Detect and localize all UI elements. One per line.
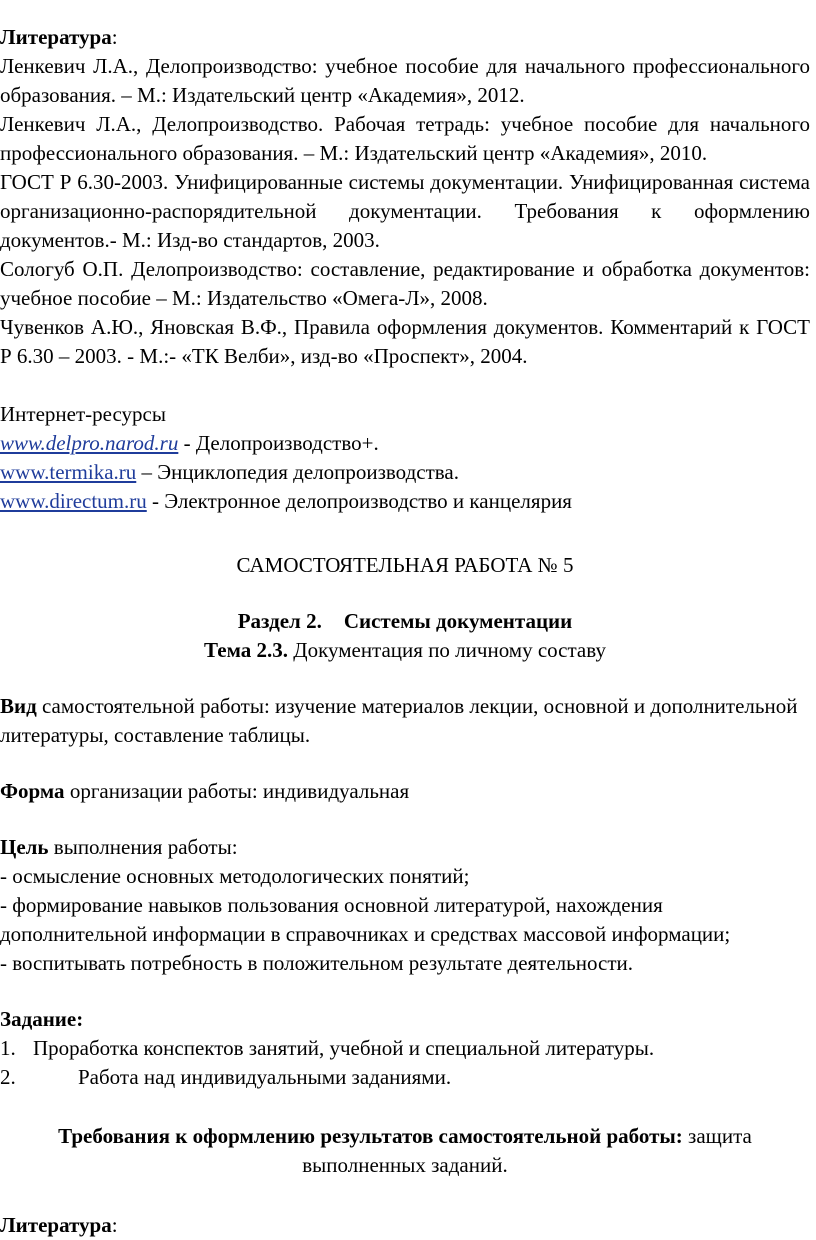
link-termika[interactable]: www.termika.ru [0,460,137,484]
task-number: 1. [0,1036,16,1060]
section-title: Системы документации [343,609,573,633]
goal-text: выполнения работы: [48,835,238,859]
reference-item: Ленкевич Л.А., Делопроизводство: учебное пособие для начального профессионального образования. – М.: Издательский центр «Академия», 2012. [0,54,810,107]
goal-item: - формирование навыков пользования основной литературой, нахождения дополнительной информации в справочниках и средствах массовой информации; [0,893,731,946]
topic-label: Тема 2.3. [204,638,288,662]
kind-text: самостоятельной работы: изучение материалов лекции, основной и дополнительной литературы, составление таблицы. [0,694,798,747]
task-heading: Задание: [0,1007,84,1031]
link-description: – Энциклопедия делопроизводства. [136,460,459,484]
requirements-text: защита выполненных заданий. [302,1124,752,1177]
internet-link-row [0,487,810,516]
task-item [0,1034,810,1063]
literature-heading-label: Литература [0,1213,112,1237]
literature-heading-2 [0,1211,810,1240]
form-label: Форма [0,779,65,803]
internet-resources-heading: Интернет-ресурсы [0,402,166,426]
section-label: Раздел 2. [237,609,322,633]
link-description: - Электронное делопроизводство и канцелярия [146,489,572,513]
task-number: 2. [0,1065,16,1089]
reference-item: Ленкевич Л.А., Делопроизводство. Рабочая тетрадь: учебное пособие для начального профессионального образования. – М.: Издательский центр «Академия», 2010. [0,112,810,165]
link-delpro[interactable]: www.delpro.narod.ru [0,431,179,455]
topic-heading [0,636,810,665]
internet-link-row [0,429,810,458]
literature-heading [0,23,810,52]
internet-link-row [0,458,810,487]
form-paragraph [0,777,810,806]
link-description: - Делопроизводство+. [178,431,379,455]
colon: : [111,1213,118,1237]
reference-item: Сологуб О.П. Делопроизводство: составление, редактирование и обработка документов: учебное пособие – М.: Издательство «Омега-Л», 2008. [0,257,810,310]
requirements-paragraph [0,1122,810,1180]
goal-paragraph [0,833,810,862]
form-text: организации работы: индивидуальная [64,779,410,803]
requirements-label: Требования к оформлению результатов самостоятельной работы: [58,1124,683,1148]
task-text: Работа над индивидуальными заданиями. [78,1065,452,1089]
goal-item: - воспитывать потребность в положительном результате деятельности. [0,951,633,975]
work-title: САМОСТОЯТЕЛЬНАЯ РАБОТА № 5 [236,553,574,577]
colon: : [111,25,118,49]
literature-heading-label: Литература [0,25,112,49]
reference-item: ГОСТ Р 6.30-2003. Унифицированные системы документации. Унифицированная система организационно-распорядительной документации. Требования к оформлению документов.- М.: Изд-во стандартов, 2003. [0,170,810,252]
task-text: Проработка конспектов занятий, учебной и специальной литературы. [33,1036,655,1060]
goal-item: - осмысление основных методологических понятий; [0,864,470,888]
kind-label: Вид [0,694,37,718]
goal-label: Цель [0,835,49,859]
reference-item: Чувенков А.Ю., Яновская В.Ф., Правила оформления документов. Комментарий к ГОСТ Р 6.30 – 2003. - М.:- «ТК Велби», изд-во «Проспект», 2004. [0,315,810,368]
task-item [0,1063,810,1092]
link-directum[interactable]: www.directum.ru [0,489,147,513]
topic-title: Документация по личному составу [288,638,606,662]
section-heading [0,607,810,636]
kind-paragraph [0,692,810,750]
